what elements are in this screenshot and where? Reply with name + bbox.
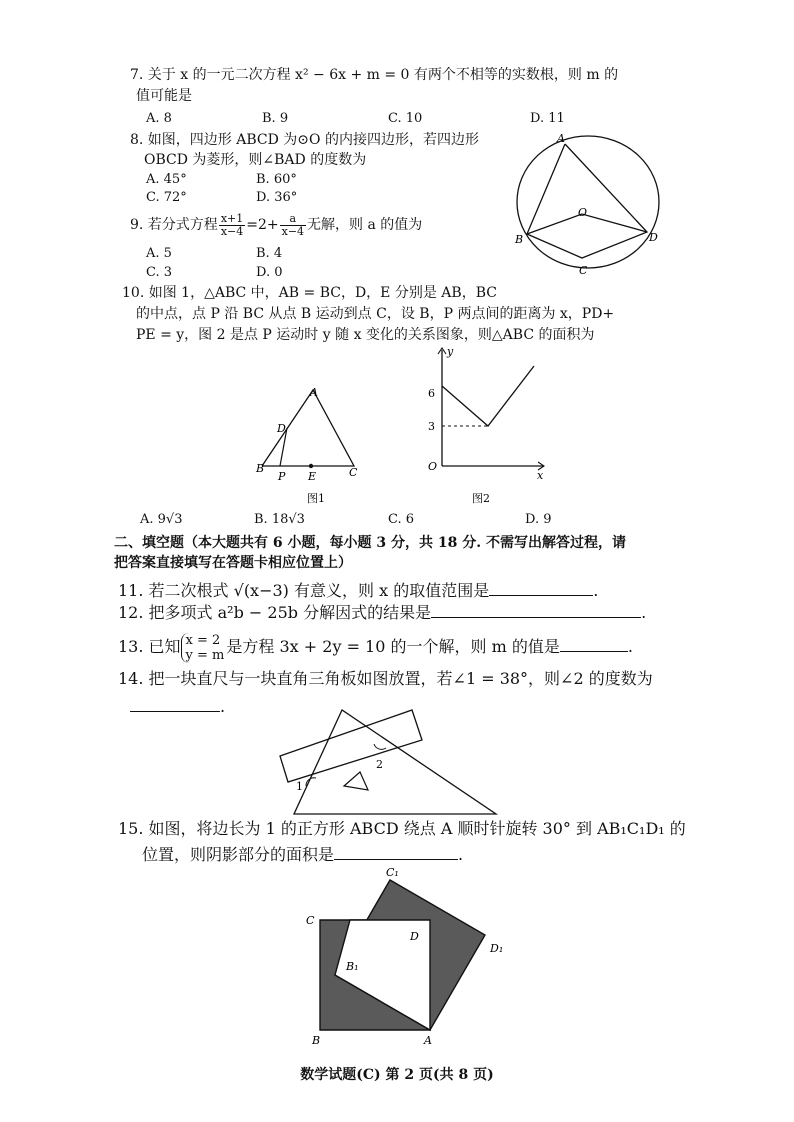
q13-eq1: x = 2 [185, 632, 221, 648]
label-b: B [256, 462, 265, 475]
label-x: x [537, 469, 544, 482]
q9-line [130, 212, 422, 238]
q14-answer-blank [130, 697, 220, 712]
q12-answer-blank [431, 603, 641, 618]
label-c1: C₁ [386, 866, 399, 879]
tick-6: 6 [428, 387, 435, 400]
right-triangle [294, 710, 496, 814]
q9-suffix: 无解，则 a 的值为 [307, 217, 423, 233]
label-b: B [312, 1034, 321, 1047]
tick-3: 3 [428, 420, 435, 433]
q9-option-b: B. 4 [256, 246, 283, 261]
q14-end: . [220, 697, 226, 716]
q13-end: . [627, 637, 633, 656]
q9-frac1-numerator: x+1 [220, 211, 244, 225]
q10-line1: 10. 如图 1，△ABC 中，AB = BC，D，E 分别是 AB，BC [122, 285, 497, 301]
q10-option-c: C. 6 [388, 512, 415, 527]
q9-option-c: C. 3 [146, 265, 173, 280]
q10-line3: PE = y，图 2 是点 P 运动时 y 随 x 变化的关系图象，则△ABC 的面积为 [136, 327, 595, 343]
label-c: C [579, 264, 588, 277]
q8-option-c: C. 72° [146, 190, 187, 205]
section2-heading-line1: 二、填空题（本大题共有 6 小题，每小题 3 分，共 18 分. 不需写出解答过程，请 [114, 535, 626, 551]
q12-end: . [641, 603, 647, 622]
q13-answer-blank [560, 637, 628, 652]
label-a: A [557, 132, 565, 145]
q7-line1: 7. 关于 x 的一元二次方程 x² − 6x + m = 0 有两个不相等的实数根，则 m 的 [130, 67, 619, 83]
q10-figure-1 [250, 382, 370, 512]
q8-option-a: A. 45° [146, 172, 187, 187]
q14-blank-line [130, 697, 225, 717]
q8-option-d: D. 36° [256, 190, 298, 205]
label-p: P [278, 470, 286, 483]
q12-text: 12. 把多项式 a²b − 25b 分解因式的结果是 [118, 603, 432, 622]
label-a: A [424, 1034, 432, 1047]
q7-option-d: D. 11 [530, 111, 565, 126]
q7-option-a: A. 8 [146, 111, 172, 126]
label-origin: O [428, 460, 438, 473]
quadrilateral-abcd [527, 144, 647, 258]
q13-line [118, 630, 633, 664]
section2-heading-line2: 把答案直接填写在答题卡相应位置上） [114, 555, 352, 571]
label-e: E [308, 470, 317, 483]
q9-mid: =2+ [246, 217, 279, 233]
triangle-inner-hole [344, 772, 368, 790]
label-angle-1: 1 [296, 780, 303, 793]
q9-fraction-2 [280, 213, 306, 238]
q7-option-c: C. 10 [388, 111, 423, 126]
fig2-caption: 图2 [472, 492, 490, 505]
q14-line: 14. 把一块直尺与一块直角三角板如图放置，若∠1 = 38°，则∠2 的度数为 [118, 669, 653, 688]
point-e [309, 464, 313, 468]
q13-prefix: 13. 已知 [118, 637, 181, 656]
q7-option-b: B. 9 [262, 111, 289, 126]
q11-end: . [593, 581, 599, 600]
q10-option-a: A. 9√3 [140, 512, 183, 527]
ruler [280, 710, 422, 782]
q15-rotated-squares-figure [296, 862, 526, 1054]
label-d: D [410, 930, 419, 943]
angle-2-arc [374, 744, 386, 749]
fig1-caption: 图1 [307, 492, 325, 505]
label-b1: B₁ [346, 960, 359, 973]
label-c: C [306, 914, 315, 927]
q8-line2: OBCD 为菱形，则∠BAD 的度数为 [144, 152, 367, 168]
q7-line2: 值可能是 [136, 88, 192, 104]
q14-ruler-triangle-figure [270, 700, 510, 820]
label-d: D [277, 422, 286, 435]
q13-equation-system [181, 633, 225, 663]
page-footer: 数学试题(C) 第 2 页(共 8 页) [300, 1067, 494, 1083]
q8-line1: 8. 如图，四边形 ABCD 为⊙O 的内接四边形，若四边形 [130, 132, 479, 148]
q15-answer-blank [334, 845, 458, 860]
q9-frac2-denominator: x−4 [281, 224, 305, 238]
q9-frac2-numerator: a [280, 213, 306, 226]
circle-o [517, 136, 659, 268]
q10-option-d: D. 9 [525, 512, 552, 527]
triangle-abc [262, 390, 354, 466]
label-y: y [447, 345, 454, 358]
q8-option-b: B. 60° [256, 172, 297, 187]
q9-fraction-1 [219, 213, 245, 238]
q11-answer-blank [489, 581, 593, 596]
label-b: B [515, 233, 524, 246]
q9-frac1-denominator: x−4 [220, 224, 244, 238]
q10-figure-2-graph [420, 342, 560, 512]
q11-line [118, 581, 598, 601]
q12-line [118, 603, 646, 623]
label-a: A [310, 386, 318, 399]
label-d: D [649, 231, 658, 244]
q9-option-a: A. 5 [146, 246, 172, 261]
q13-suffix: 是方程 3x + 2y = 10 的一个解，则 m 的值是 [226, 637, 560, 656]
q15-text: 位置，则阴影部分的面积是 [142, 845, 335, 864]
q9-prefix: 9. 若分式方程 [130, 217, 218, 233]
q15-end: . [458, 845, 464, 864]
q15-line1: 15. 如图，将边长为 1 的正方形 ABCD 绕点 A 顺时针旋转 30° 到 AB₁C₁D₁ 的 [118, 819, 686, 838]
q10-option-b: B. 18√3 [254, 512, 305, 527]
q9-option-d: D. 0 [256, 265, 283, 280]
label-angle-2: 2 [376, 758, 383, 771]
label-c: C [349, 466, 358, 479]
label-d1: D₁ [490, 942, 504, 955]
label-o: O [578, 206, 588, 219]
q11-text: 11. 若二次根式 √(x−3) 有意义，则 x 的取值范围是 [118, 581, 490, 600]
graph-line [442, 366, 534, 426]
q8-circle-figure [505, 130, 670, 280]
q10-line2: 的中点，点 P 沿 BC 从点 B 运动到点 C，设 B，P 两点间的距离为 x，PD+ [136, 306, 615, 322]
q13-eq2: y = m [185, 647, 225, 663]
